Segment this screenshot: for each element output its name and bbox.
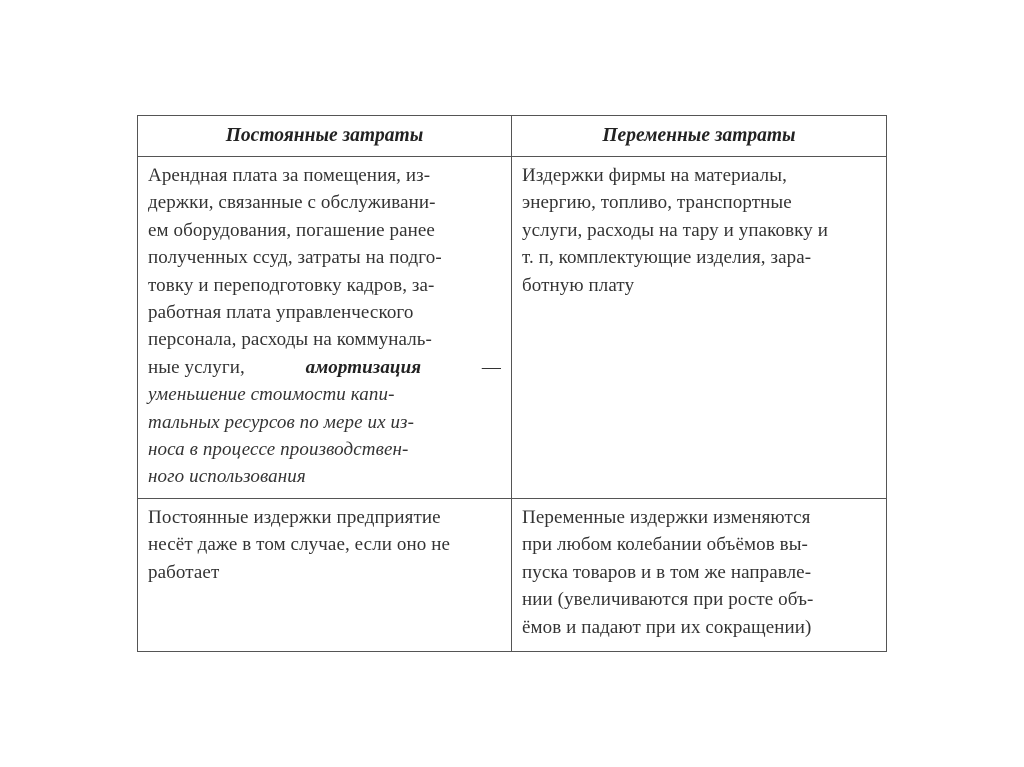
definition-line: тальных ресурсов по мере их из- [148,411,415,433]
text-line: услуги, расходы на тару и упаковку и [522,219,828,241]
text-line: пуска товаров и в том же направле- [522,561,812,583]
definition-line: ного использования [148,466,306,488]
table-row [138,499,887,652]
text-line: несёт даже в том случае, если оно не [148,534,451,556]
text-prefix: ные услуги, [148,356,245,378]
cell-fixed-costs-examples [138,157,512,499]
text-line: ем оборудования, погашение ранее [148,219,435,241]
definition-line: носа в процессе производствен- [148,439,409,461]
header-variable-costs: Переменные затраты [512,116,887,157]
text-line: при любом колебании объёмов вы- [522,534,808,556]
header-fixed-costs: Постоянные затраты [138,116,512,157]
text-line: Постоянные издержки предприятие [148,507,441,528]
table-header-row [138,116,887,157]
text-line: работная плата управленческого [148,302,414,324]
term-amortization: амортизация [305,356,422,378]
text-line-with-term [148,354,501,381]
text-line: ёмов и падают при их сокращении) [522,616,812,638]
text-line: товку и переподготовку кадров, за- [148,274,435,296]
text-line: энергию, топливо, транспортные [522,192,792,214]
costs-comparison-table [137,115,887,652]
em-dash: — [481,356,501,378]
text-line: держки, связанные с обслуживани- [148,192,436,214]
text-line: Арендная плата за помещения, из- [148,165,431,186]
table-row [138,157,887,499]
cell-fixed-costs-note [138,499,512,652]
text-line: персонала, расходы на коммуналь- [148,329,432,351]
cell-variable-costs-examples [512,157,887,499]
definition-line: уменьшение стоимости капи- [148,384,395,406]
text-line: полученных ссуд, затраты на подго- [148,247,442,269]
text-line: нии (увеличиваются при росте объ- [522,589,814,611]
text-line: Переменные издержки изменяются [522,507,811,528]
text-line: т. п, комплектующие изделия, зара- [522,247,812,269]
text-line: Издержки фирмы на материалы, [522,165,787,186]
cell-variable-costs-note [512,499,887,652]
text-line: работает [148,561,220,583]
text-line: ботную плату [522,274,635,296]
